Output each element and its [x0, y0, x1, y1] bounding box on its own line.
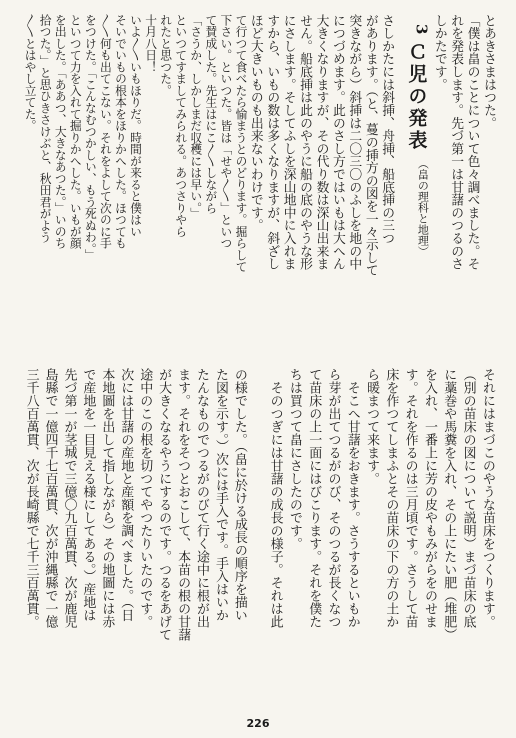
text-column: て賛成した。先生はにこ〳〵しながら — [203, 14, 218, 214]
text-column: す。それを作るのは三月頃です。さうして苗 — [402, 368, 418, 628]
text-column: 本地圖を出して指しながら）その地圖には赤 — [99, 368, 115, 628]
text-column: せん。船底挿は此のやうに船の底のやうな形 — [297, 14, 313, 271]
text-column: すから、いもの数は多くなりますが、斜ざし — [264, 14, 280, 271]
section-heading — [394, 14, 430, 346]
lower-left-block — [22, 368, 248, 706]
text-column: て苗床の上一面にはびこります。それを僕た — [306, 368, 322, 628]
text-column: 拾つた。」と思ひきさけぶと、秋田君がよう — [38, 14, 53, 244]
text-column: をつけた。「こんなむつかしい、もう死ぬわ。」 — [83, 14, 98, 261]
text-column: 島縣で一億四千七百萬貫、次が沖縄縣で一億 — [42, 368, 58, 628]
lower-right-block — [266, 368, 496, 706]
text-column: ちは買つて畠にさしたのです。 — [286, 368, 302, 550]
text-column: た図を示す。）次には手入です。手入はいか — [212, 368, 228, 622]
text-column: 突きながら）斜挿は二〇三〇のふしを地の中 — [346, 14, 362, 271]
upper-right-block — [247, 14, 496, 346]
text-column: で産地を一目見える様にしてある。）産地は — [80, 368, 96, 622]
text-column: そのつぎには甘藷の成長の様子。それは此 — [267, 368, 283, 628]
text-column: そいでいもの根本をほりかへした。ほつても — [113, 14, 128, 249]
text-column: れを発表します。先づ第一は甘藷のつるのさ — [448, 14, 464, 271]
text-column: ら芽が出てつるがのび、そのつるが長くなつ — [325, 368, 341, 628]
text-column: て行つて食べたら愉まうとのどります。掘らして — [233, 14, 248, 273]
text-column: （別の苗床の図について説明）まづ苗床の底 — [460, 368, 476, 628]
text-column: ほど大きいものも出来ないわけです。 — [247, 14, 263, 232]
text-column: の様でした。（畠に於ける成長の順序を描い — [231, 368, 247, 622]
text-column: 下さい。といつた。皆は「せや〳〵」といつ — [218, 14, 233, 249]
text-column: とあきさまはつた。 — [481, 14, 496, 130]
text-column: に藁巻や馬糞を入れ、その上にたい肥（堆肥） — [441, 368, 457, 641]
upper-left-block — [22, 14, 248, 346]
text-column: れたと思つた。 — [158, 14, 173, 97]
text-column: といつて力を入れて掘りかへした。いもが顔 — [68, 14, 83, 249]
text-column: が大きくなるやうにするのです。つるをあげて — [156, 368, 172, 641]
text-column: にさします。そしてふしを深山地中に入れま — [280, 14, 296, 271]
text-column: につづめます。此のさし方ではいもは大へん — [329, 14, 345, 271]
text-column: があります。（と、蔓の挿方の図を一々示して — [362, 14, 378, 277]
text-column: 〳〵何も出てこない。それをよして次のに手 — [98, 14, 113, 249]
text-column: ます。それをそつとおこして、本苗の根の甘藷 — [175, 368, 191, 641]
text-column: を入れ、一番上に芳の皮やもみがらをのせま — [421, 368, 437, 628]
text-column: 〳〵とはやし立てた。 — [23, 14, 38, 132]
text-column: そこへ甘藷をおきます。さうするといもか — [344, 368, 360, 628]
text-column: しかたです。 — [431, 14, 447, 91]
text-column: 大きくなりますが、その代り数は深山出来ま — [313, 14, 329, 271]
text-column: といつてすましてみられる。あつさりやら — [173, 14, 188, 238]
text-column: 「僕は畠のことについて色々調べました。そ — [464, 14, 480, 271]
text-column: 途中のこの根を切つてやつたりいたのです。 — [137, 368, 153, 628]
text-column: ら暖まつて来ます。 — [364, 368, 380, 485]
text-column: さしかたには斜挿、舟挿、船底挿の三つ — [379, 14, 395, 245]
text-column: 床を作つてしまふとその苗床の下の方の土か — [383, 368, 399, 628]
text-column: 先づ第一が茎城で三億〇九百萬貫、次が鹿児 — [61, 368, 77, 628]
text-column: 三千八百萬貫、次が長崎縣で七千三百萬貫。 — [23, 368, 39, 628]
text-column: 「さうか、しかしまだ収穫には早い。」 — [188, 14, 203, 220]
heading-subtitle: （畠の理科と地理） — [416, 158, 430, 258]
heading-title: Ｃ児の発表 — [405, 42, 428, 153]
text-column: それにはまづこのやうな苗床をつくります。 — [479, 368, 495, 628]
date-line: 十月八日！ — [143, 14, 158, 73]
text-column: 次には甘藷の産地と産額を調べました。（日 — [118, 368, 134, 622]
page-number: 226 — [246, 717, 270, 730]
heading-number: 3 — [412, 24, 431, 35]
text-column: たんなものでつるがのびて行く途中に根が出 — [194, 368, 210, 628]
text-column: いよ〳〵いもほりだ。時間が来ると僕はい — [128, 14, 143, 238]
text-column: を出した。「ああつ、大きなあつた。」いのち — [53, 14, 68, 249]
